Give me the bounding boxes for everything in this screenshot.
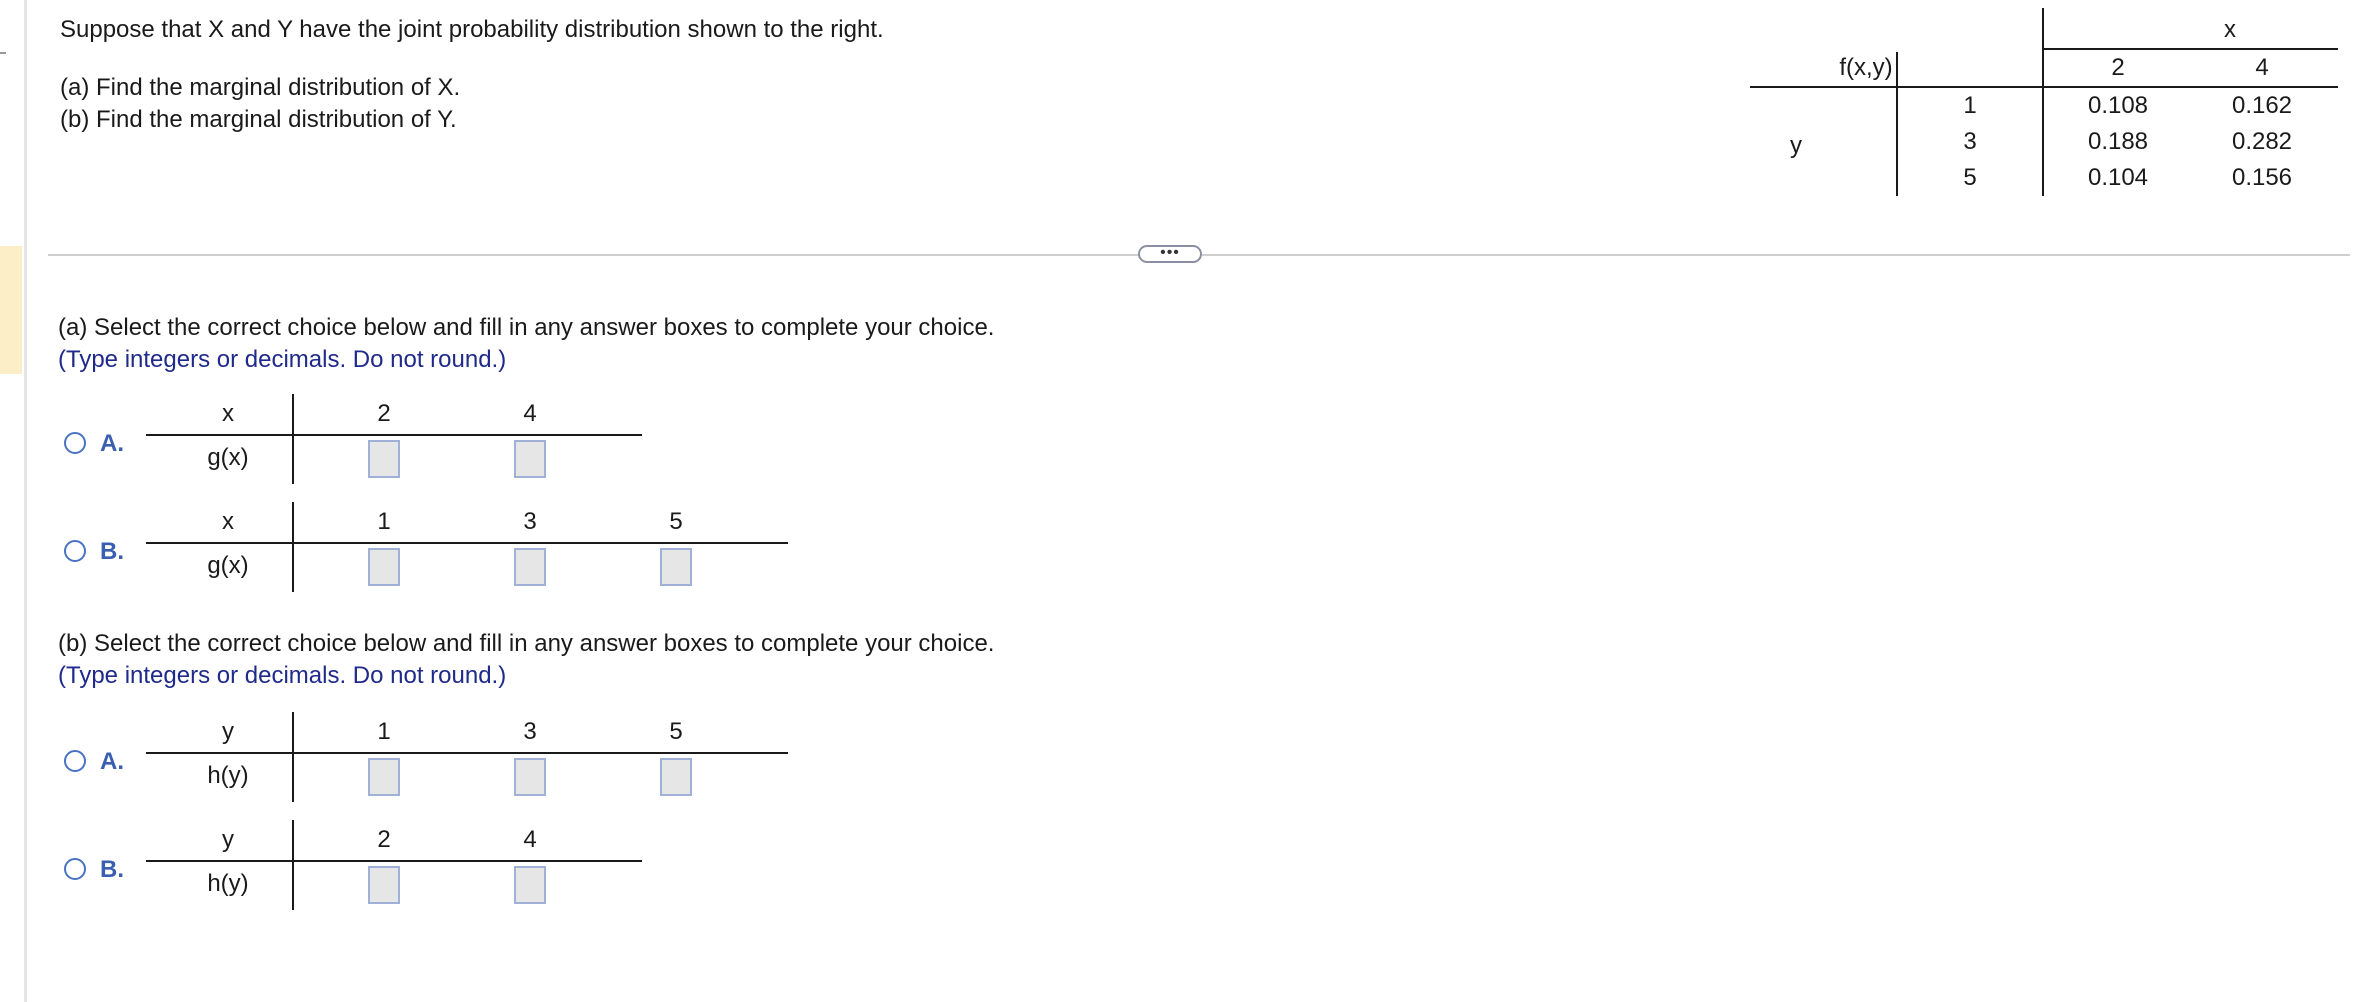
- radio-button[interactable]: [64, 750, 86, 772]
- answer-input[interactable]: [368, 440, 400, 478]
- column-header: 2: [377, 400, 391, 427]
- probability-cell: 0.156: [2231, 164, 2293, 191]
- option-label: A.: [100, 748, 124, 775]
- answer-input[interactable]: [368, 548, 400, 586]
- problem-part-b: (b) Find the marginal distribution of Y.: [60, 106, 457, 133]
- function-label: g(x): [207, 552, 249, 579]
- part-a-option-b[interactable]: [58, 502, 758, 598]
- y-row-value: 1: [1963, 92, 1977, 119]
- table-vline: [292, 712, 294, 802]
- column-header: 3: [523, 508, 537, 535]
- problem-part-a: (a) Find the marginal distribution of X.: [60, 74, 461, 101]
- current-question-marker: [0, 246, 22, 374]
- probability-cell: 0.188: [2087, 128, 2149, 155]
- variable-label: y: [222, 718, 234, 745]
- option-label: A.: [100, 430, 124, 457]
- radio-button[interactable]: [64, 540, 86, 562]
- part-b-option-a[interactable]: [58, 712, 758, 808]
- probability-cell: 0.108: [2087, 92, 2149, 119]
- part-a-note: (Type integers or decimals. Do not round.): [58, 346, 507, 373]
- option-label: B.: [100, 538, 124, 565]
- column-header: 5: [669, 508, 683, 535]
- y-row-value: 3: [1963, 128, 1977, 155]
- edge-tick: [0, 52, 6, 54]
- radio-button[interactable]: [64, 432, 86, 454]
- part-a-option-a[interactable]: [58, 394, 758, 490]
- option-label: B.: [100, 856, 124, 883]
- table-vline-right: [2042, 8, 2044, 196]
- y-row-value: 5: [1963, 164, 1977, 191]
- answer-input[interactable]: [660, 548, 692, 586]
- x-variable-label: x: [2224, 16, 2236, 43]
- x-header-value: 4: [2255, 54, 2269, 81]
- probability-cell: 0.282: [2231, 128, 2293, 155]
- part-b-option-b[interactable]: [58, 820, 758, 916]
- table-hline: [146, 434, 642, 436]
- y-variable-label: y: [1790, 132, 1802, 159]
- joint-distribution-table: [1740, 8, 2340, 198]
- function-label: h(y): [207, 762, 249, 789]
- table-hline: [146, 542, 788, 544]
- radio-button[interactable]: [64, 858, 86, 880]
- answer-input[interactable]: [514, 440, 546, 478]
- table-vline: [292, 820, 294, 910]
- x-header-value: 2: [2111, 54, 2125, 81]
- part-a-instruction: (a) Select the correct choice below and fill in any answer boxes to complete your choice.: [58, 314, 995, 341]
- table-corner-label: f(x,y): [1839, 54, 1893, 81]
- part-b-note: (Type integers or decimals. Do not round.): [58, 662, 507, 689]
- function-label: g(x): [207, 444, 249, 471]
- answer-input[interactable]: [514, 758, 546, 796]
- column-header: 1: [377, 508, 391, 535]
- more-options-button[interactable]: •••: [1138, 245, 1202, 263]
- column-header: 1: [377, 718, 391, 745]
- probability-cell: 0.104: [2087, 164, 2149, 191]
- table-hline-top: [2042, 48, 2338, 50]
- probability-cell: 0.162: [2231, 92, 2293, 119]
- column-header: 5: [669, 718, 683, 745]
- table-hline: [146, 860, 642, 862]
- answer-input[interactable]: [514, 548, 546, 586]
- answer-input[interactable]: [368, 866, 400, 904]
- column-header: 2: [377, 826, 391, 853]
- table-hline: [146, 752, 788, 754]
- answer-input[interactable]: [514, 866, 546, 904]
- part-b-instruction: (b) Select the correct choice below and fill in any answer boxes to complete your choice.: [58, 630, 995, 657]
- left-border: [24, 0, 27, 1002]
- column-header: 4: [523, 400, 537, 427]
- variable-label: x: [222, 508, 234, 535]
- problem-statement: Suppose that X and Y have the joint probability distribution shown to the right.: [60, 16, 884, 43]
- table-hline-header: [1750, 86, 2338, 88]
- column-header: 4: [523, 826, 537, 853]
- function-label: h(y): [207, 870, 249, 897]
- answer-input[interactable]: [368, 758, 400, 796]
- answer-input[interactable]: [660, 758, 692, 796]
- table-vline: [292, 502, 294, 592]
- variable-label: y: [222, 826, 234, 853]
- variable-label: x: [222, 400, 234, 427]
- table-vline: [292, 394, 294, 484]
- column-header: 3: [523, 718, 537, 745]
